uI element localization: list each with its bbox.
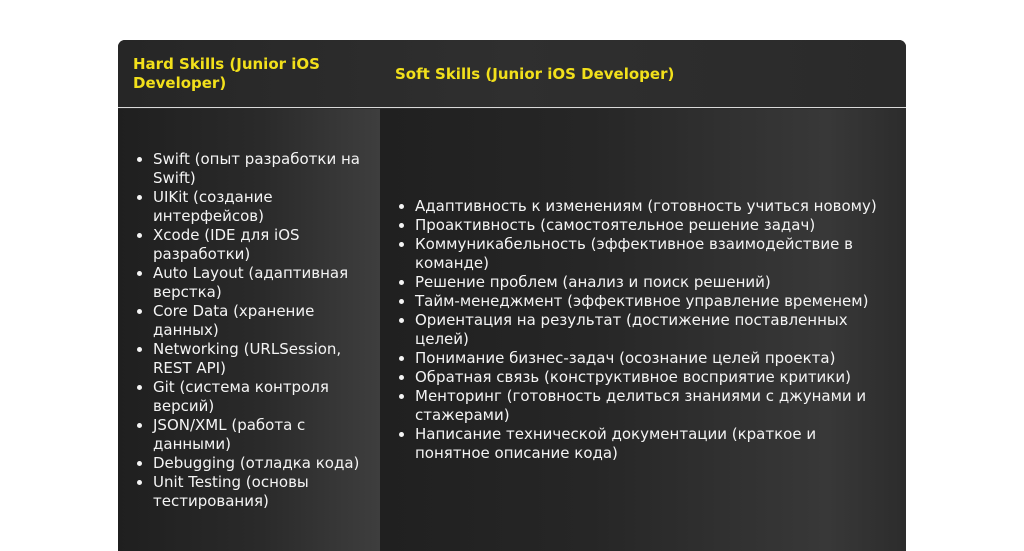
list-item: Тайм-менеджмент (эффективное управление временем) [395, 292, 886, 311]
list-item: Решение проблем (анализ и поиск решений) [395, 273, 886, 292]
table-body-row [118, 109, 906, 551]
table-header-row [118, 40, 906, 108]
list-item: Networking (URLSession, REST API) [133, 340, 368, 378]
hard-skills-cell [118, 109, 380, 551]
list-item: Auto Layout (адаптивная верстка) [133, 264, 368, 302]
soft-skills-list [395, 197, 886, 463]
list-item: Git (система контроля версий) [133, 378, 368, 416]
skills-table [118, 40, 906, 551]
header-soft-skills: Soft Skills (Junior iOS Developer) [395, 64, 675, 83]
list-item: Коммуникабельность (эффективное взаимодействие в команде) [395, 235, 886, 273]
list-item: Core Data (хранение данных) [133, 302, 368, 340]
header-hard-skills: Hard Skills (Junior iOS Developer) [133, 55, 320, 92]
list-item: Unit Testing (основы тестирования) [133, 473, 368, 511]
list-item: Обратная связь (конструктивное восприятие критики) [395, 368, 886, 387]
list-item: Проактивность (самостоятельное решение задач) [395, 216, 886, 235]
list-item: UIKit (создание интерфейсов) [133, 188, 368, 226]
list-item: Xcode (IDE для iOS разработки) [133, 226, 368, 264]
soft-skills-cell [380, 109, 906, 551]
list-item: Понимание бизнес-задач (осознание целей проекта) [395, 349, 886, 368]
list-item: Написание технической документации (краткое и понятное описание кода) [395, 425, 886, 463]
list-item: Ориентация на результат (достижение поставленных целей) [395, 311, 886, 349]
list-item: Менторинг (готовность делиться знаниями с джунами и стажерами) [395, 387, 886, 425]
hard-skills-list [133, 150, 368, 511]
list-item: Swift (опыт разработки на Swift) [133, 150, 368, 188]
list-item: Debugging (отладка кода) [133, 454, 368, 473]
list-item: JSON/XML (работа с данными) [133, 416, 368, 454]
list-item: Адаптивность к изменениям (готовность учиться новому) [395, 197, 886, 216]
